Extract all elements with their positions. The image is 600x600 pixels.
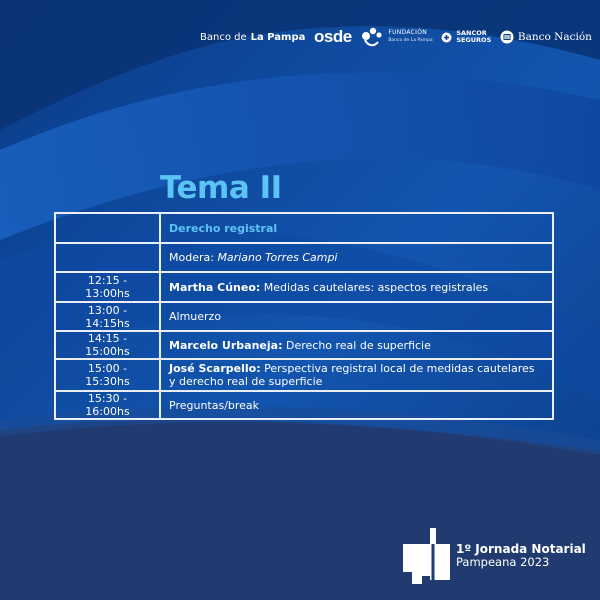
fundacion-subtitle: Banco de La Pampa: [388, 38, 433, 43]
time-cell: [55, 243, 160, 272]
session-cell: Almuerzo: [160, 302, 553, 331]
banco-la-pampa-logo: [200, 32, 305, 43]
time-cell: 14:15 - 15:00hs: [55, 331, 160, 359]
session-topic: Perspectiva registral local de medidas cautelares y derecho real de superficie: [169, 362, 535, 388]
fundacion-icon: [360, 26, 384, 48]
la-pampa-map-icon: [400, 528, 454, 584]
fundacion-logo: [360, 26, 432, 48]
event-title: 1º Jornada Notarial: [456, 542, 586, 556]
section-title: Tema II: [160, 170, 282, 206]
session-cell: [160, 359, 553, 391]
moderator-name: Mariano Torres Campi: [217, 251, 338, 264]
banco-nacion-logo: [500, 30, 592, 44]
session-cell: [160, 331, 553, 359]
sancor-line2: SEGUROS: [456, 36, 492, 44]
session-cell: [160, 272, 553, 302]
event-text: [456, 542, 586, 569]
fundacion-title: FUNDACIÓN: [388, 29, 428, 36]
schedule-table: [54, 212, 554, 420]
banco-nacion-text: Banco Nación: [517, 31, 592, 43]
event-subtitle: Pampeana 2023: [456, 555, 550, 569]
banco-la-pampa-prefix: Banco de: [200, 31, 247, 43]
sancor-seguros-logo: [441, 30, 491, 44]
sancor-icon: [441, 32, 452, 43]
time-cell: 15:30 - 16:00hs: [55, 391, 160, 419]
session-topic: Derecho real de superficie: [282, 338, 431, 352]
speaker-name: Martha Cúneo:: [169, 280, 261, 294]
session-topic: Medidas cautelares: aspectos registrales: [260, 280, 489, 294]
event-brand: [400, 528, 586, 584]
table-row: [55, 302, 553, 331]
time-cell: 15:00 - 15:30hs: [55, 359, 160, 391]
time-cell: [55, 213, 160, 243]
table-row: [55, 243, 553, 272]
table-row: [55, 359, 553, 391]
time-cell: 13:00 - 14:15hs: [55, 302, 160, 331]
table-row: [55, 213, 553, 243]
banco-nacion-icon: [500, 30, 514, 44]
speaker-name: José Scarpello:: [169, 362, 261, 375]
speaker-name: Marcelo Urbaneja:: [169, 338, 283, 352]
moderator-cell: [160, 243, 553, 272]
session-cell: Preguntas/break: [160, 391, 553, 419]
table-row: [55, 331, 553, 359]
banco-la-pampa-name: La Pampa: [250, 31, 306, 43]
table-row: [55, 272, 553, 302]
topic-heading: Derecho registral: [160, 213, 553, 243]
osde-text: osde: [314, 27, 352, 46]
time-cell: 12:15 - 13:00hs: [55, 272, 160, 302]
moderator-label: Modera:: [169, 251, 218, 264]
sancor-line1: SANCOR: [456, 29, 487, 37]
table-row: [55, 391, 553, 419]
osde-logo: [314, 27, 352, 47]
sponsor-logos: [200, 26, 592, 48]
